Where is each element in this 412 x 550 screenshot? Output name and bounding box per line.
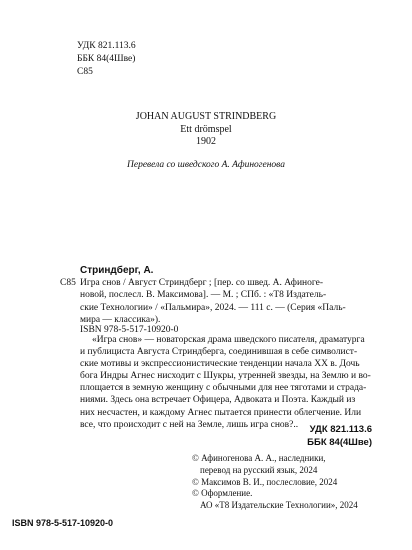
annotation-line: все, что происходит с ней на Земле, лишь игра снов?..: [80, 419, 299, 430]
original-author: JOHAN AUGUST STRINDBERG: [135, 111, 277, 122]
bbk-code: ББК 84(4Шве): [77, 54, 136, 64]
entry-line: ские Технологии» / «Пальмира», 2024. — 111 с. — (Серия «Паль-: [80, 302, 346, 313]
entry-line: мира — классика»).: [80, 314, 161, 325]
entry-heading: Стриндберг, А.: [80, 265, 154, 276]
udk-right: УДК 821.113.6: [309, 424, 372, 435]
copyright-line: © Максимов В. И., послесловие, 2024: [192, 476, 338, 487]
annotation: [80, 334, 370, 431]
copyright-line: перевод на русский язык, 2024: [200, 464, 318, 475]
bbk-right: ББК 84(4Шве): [307, 436, 372, 448]
annotation-line: них несчастен, и каждому Агнес пытается принести облегчение. Или: [80, 407, 362, 418]
annotation-line: и публициста Августа Стриндберга, соединившая в себе символист-: [80, 347, 358, 358]
copyright-line: © Афиногенова А. А., наследники,: [192, 453, 326, 463]
annotation-line: «Игра снов» — новаторская драма шведского писателя, драматурга: [92, 335, 365, 345]
bibliographic-entry: [60, 265, 360, 326]
original-year: 1902: [196, 136, 216, 147]
udk-right-block: [307, 424, 372, 449]
udk-code: УДК 821.113.6: [77, 41, 136, 51]
copyright-line: © Оформление.: [192, 488, 253, 499]
copyright-line: АО «Т8 Издательские Технологии», 2024: [200, 500, 358, 511]
entry-line: новой, послесл. В. Максимова]. — М. ; СПб. : «Т8 Издатель-: [80, 290, 327, 301]
author-mark: С85: [77, 67, 93, 77]
copyright-block: [192, 453, 358, 512]
isbn-bottom: ISBN 978-5-517-10920-0: [12, 518, 114, 528]
entry-line: Игра снов / Август Стриндберг ; [пер. со швед. А. Афиноге-: [80, 278, 324, 289]
annotation-line: бога Индры Агнес нисходит с Шукры, утренней звезды, на Землю и во-: [80, 371, 371, 382]
entry-mark: С85: [60, 278, 76, 289]
isbn-inline: ISBN 978-5-517-10920-0: [80, 325, 179, 335]
annotation-line: площается в земную женщину с обычными для нее тяготами и страда-: [80, 383, 367, 394]
classification-block: [77, 40, 136, 79]
original-title: Ett drömspel: [180, 123, 232, 135]
annotation-line: ские мотивы и экспрессионистические тенденции начала XX в. Дочь: [80, 359, 360, 370]
original-title-block: [0, 111, 412, 149]
annotation-line: ниями. Здесь она встречает Офицера, Адвоката и Поэта. Каждый из: [80, 395, 356, 406]
translator-note: Перевела со шведского А. Афиногенова: [127, 160, 285, 170]
